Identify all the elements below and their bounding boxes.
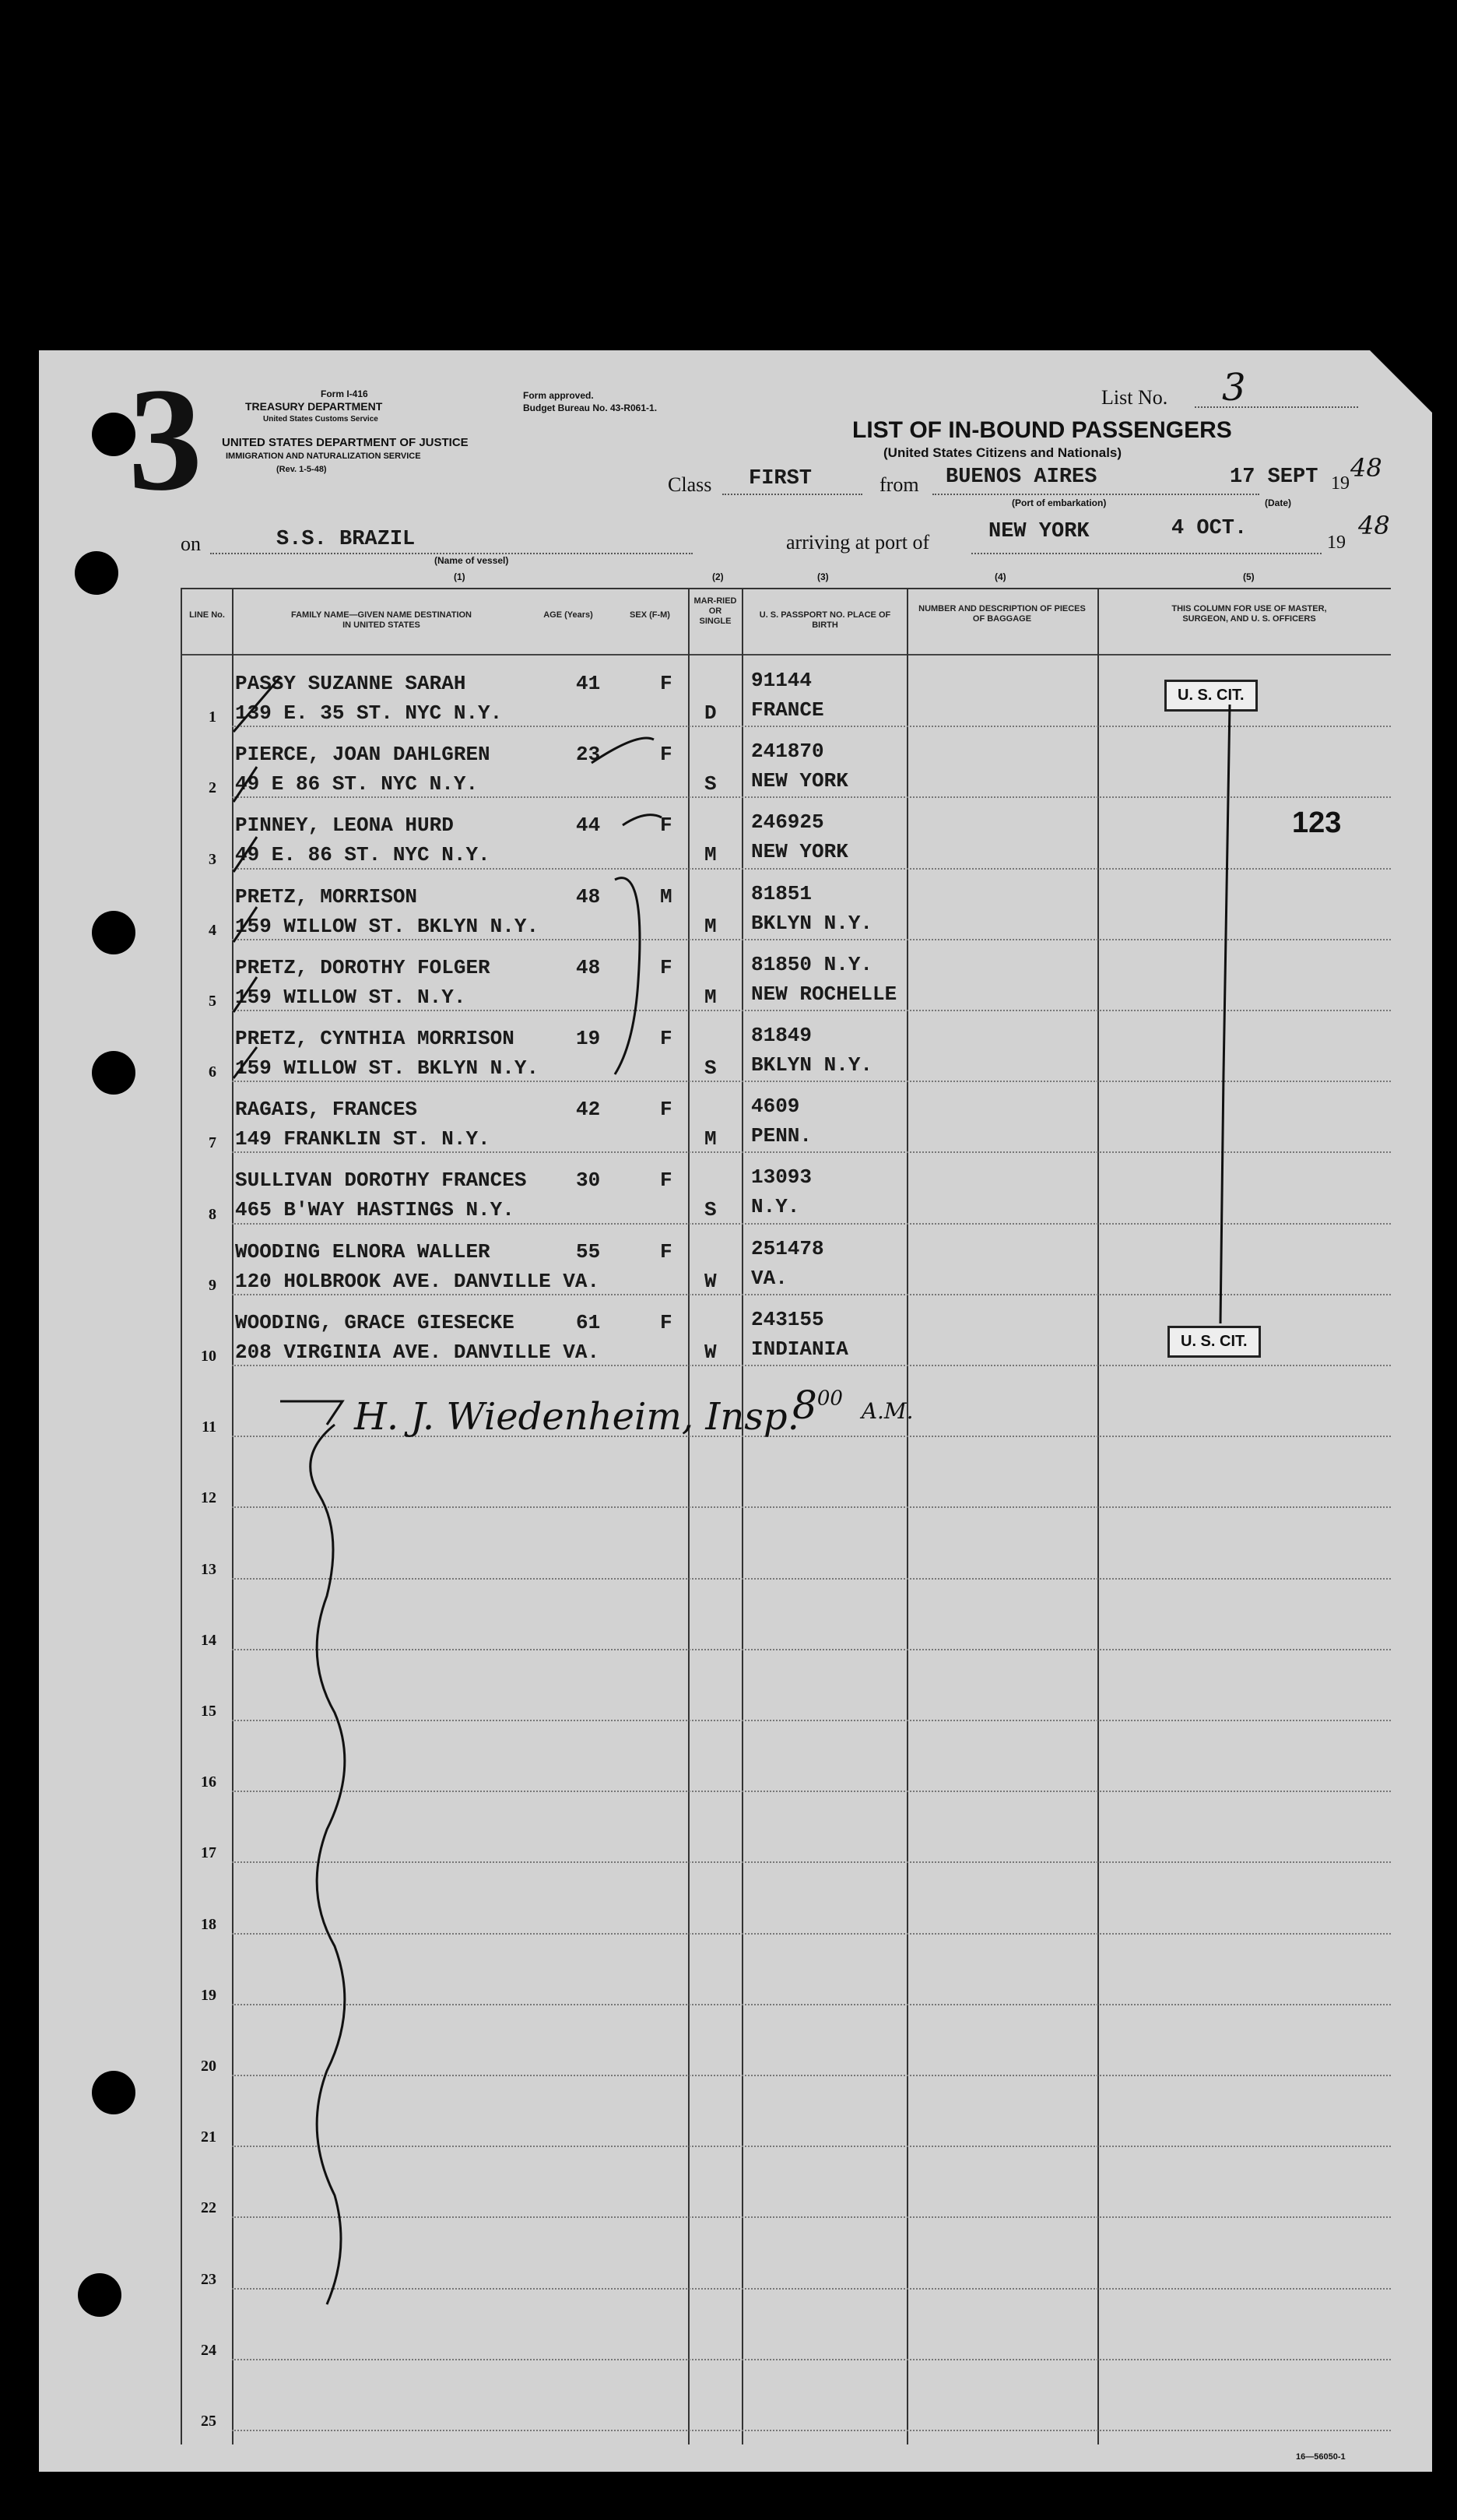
embarkation-port: BUENOS AIRES bbox=[946, 466, 1097, 489]
passenger-address: 159 WILLOW ST. N.Y. bbox=[235, 985, 466, 1009]
line-number: 16 bbox=[201, 1773, 216, 1791]
us-citizen-stamp: U. S. CIT. bbox=[1167, 1326, 1261, 1358]
passenger-age: 48 bbox=[576, 955, 601, 979]
passenger-count: 123 bbox=[1292, 807, 1342, 839]
class-value: FIRST bbox=[749, 467, 813, 490]
birthplace: FRANCE bbox=[751, 698, 824, 722]
passenger-address: 465 B'WAY HASTINGS N.Y. bbox=[235, 1198, 514, 1222]
time-minutes: 00 bbox=[816, 1387, 843, 1411]
list-no-value: 3 bbox=[1222, 366, 1246, 409]
passenger-sex: F bbox=[660, 1310, 672, 1334]
departure-date: 17 SEPT bbox=[1230, 466, 1318, 489]
inspector-signature: H. J. Wiedenheim, Insp. bbox=[354, 1395, 799, 1439]
line-number: 24 bbox=[201, 2341, 216, 2359]
line-number: 13 bbox=[201, 1560, 216, 1578]
check-mark bbox=[233, 977, 257, 1012]
header-married: MAR-RIED OR SINGLE bbox=[693, 596, 737, 626]
passenger-sex: F bbox=[660, 1027, 672, 1050]
form-approved: Form approved. bbox=[523, 390, 594, 401]
passenger-address: 159 WILLOW ST. BKLYN N.Y. bbox=[235, 914, 539, 938]
passenger-age: 55 bbox=[576, 1239, 601, 1264]
justice-dept: UNITED STATES DEPARTMENT OF JUSTICE bbox=[222, 436, 469, 449]
on-label: on bbox=[181, 532, 201, 555]
passenger-name: PRETZ, DOROTHY FOLGER bbox=[235, 955, 490, 979]
form-title: LIST OF IN-BOUND PASSENGERS bbox=[852, 417, 1232, 443]
passport-number: 81849 bbox=[751, 1024, 813, 1047]
time-hour: 8 bbox=[792, 1383, 817, 1428]
marital-status: W bbox=[704, 1269, 717, 1293]
birthplace: NEW YORK bbox=[751, 840, 848, 864]
form-subtitle: (United States Citizens and Nationals) bbox=[883, 445, 1122, 460]
line-number: 17 bbox=[201, 1844, 216, 1862]
arrival-port: NEW YORK bbox=[988, 520, 1090, 543]
passenger-age: 23 bbox=[576, 743, 601, 767]
line-number: 7 bbox=[209, 1134, 216, 1152]
passenger-address: 49 E. 86 ST. NYC N.Y. bbox=[235, 843, 490, 867]
line-number: 14 bbox=[201, 1631, 216, 1649]
line-number: 22 bbox=[201, 2199, 216, 2217]
line-number: 11 bbox=[202, 1418, 216, 1436]
wavy-line bbox=[311, 1425, 345, 2304]
passport-number: 4609 bbox=[751, 1095, 800, 1119]
col-num-5: (5) bbox=[1243, 571, 1255, 582]
passport-number: 246925 bbox=[751, 810, 824, 835]
passport-number: 241870 bbox=[751, 740, 824, 764]
header-line-no: LINE No. bbox=[189, 610, 225, 620]
col-num-1: (1) bbox=[454, 571, 465, 582]
revision-date: (Rev. 1-5-48) bbox=[276, 465, 327, 474]
birthplace: NEW YORK bbox=[751, 769, 848, 793]
passenger-name: WOODING ELNORA WALLER bbox=[235, 1239, 490, 1264]
budget-bureau: Budget Bureau No. 43-R061-1. bbox=[523, 402, 658, 413]
passenger-sex: F bbox=[660, 743, 672, 767]
departure-year-prefix: 19 bbox=[1331, 473, 1350, 494]
passport-number: 81851 bbox=[751, 881, 813, 905]
age-bracket bbox=[623, 815, 662, 825]
form-big-number: 3 bbox=[128, 358, 202, 522]
passenger-name: PIERCE, JOAN DAHLGREN bbox=[235, 743, 490, 767]
line-number: 2 bbox=[209, 779, 216, 797]
passenger-address: 208 VIRGINIA AVE. DANVILLE VA. bbox=[235, 1340, 600, 1364]
passenger-sex: F bbox=[660, 1239, 672, 1264]
check-mark bbox=[233, 907, 257, 942]
header-age: AGE (Years) bbox=[543, 610, 593, 620]
birthplace: BKLYN N.Y. bbox=[751, 1053, 873, 1077]
birthplace: N.Y. bbox=[751, 1195, 800, 1219]
passenger-address: 159 WILLOW ST. BKLYN N.Y. bbox=[235, 1056, 539, 1080]
passport-number: 243155 bbox=[751, 1307, 824, 1331]
header-sex: SEX (F-M) bbox=[630, 610, 670, 620]
us-citizen-stamp: U. S. CIT. bbox=[1164, 680, 1258, 712]
header-baggage: NUMBER AND DESCRIPTION OF PIECES OF BAGGAGE bbox=[918, 604, 1086, 624]
line-number: 20 bbox=[201, 2058, 216, 2075]
line-number: 23 bbox=[201, 2270, 216, 2288]
passenger-sex: F bbox=[660, 1169, 672, 1193]
passenger-sex: F bbox=[660, 955, 672, 979]
passenger-sex: M bbox=[660, 884, 672, 909]
passenger-age: 44 bbox=[576, 814, 601, 838]
class-label: Class bbox=[668, 473, 712, 496]
marital-status: W bbox=[704, 1340, 717, 1364]
line-number: 5 bbox=[209, 993, 216, 1010]
col-num-2: (2) bbox=[712, 571, 724, 582]
birthplace: PENN. bbox=[751, 1124, 813, 1148]
arrival-date: 4 OCT. bbox=[1171, 517, 1248, 540]
check-mark bbox=[233, 767, 257, 802]
passenger-name: PRETZ, CYNTHIA MORRISON bbox=[235, 1027, 514, 1050]
line-number: 9 bbox=[209, 1276, 216, 1294]
marital-status: S bbox=[704, 1198, 717, 1222]
line-number: 6 bbox=[209, 1063, 216, 1081]
treasury-dept: TREASURY DEPARTMENT bbox=[245, 400, 383, 413]
list-no-label: List No. bbox=[1101, 386, 1168, 409]
passenger-age: 41 bbox=[576, 672, 601, 695]
birthplace: INDIANIA bbox=[751, 1337, 848, 1361]
passenger-address: 149 FRANKLIN ST. N.Y. bbox=[235, 1127, 490, 1151]
passenger-name: SULLIVAN DOROTHY FRANCES bbox=[235, 1169, 527, 1193]
signature-hook bbox=[280, 1401, 342, 1425]
check-mark bbox=[233, 837, 257, 872]
passenger-age: 19 bbox=[576, 1027, 601, 1050]
line-number: 1 bbox=[209, 708, 216, 726]
marital-status: M bbox=[704, 843, 717, 867]
passport-number: 251478 bbox=[751, 1236, 824, 1260]
passport-number: 91144 bbox=[751, 669, 813, 692]
footer-code: 16—56050-1 bbox=[1296, 2452, 1346, 2462]
passenger-age: 42 bbox=[576, 1098, 601, 1122]
marital-status: S bbox=[704, 1056, 717, 1080]
passenger-name: PASSY SUZANNE SARAH bbox=[235, 672, 466, 695]
vessel-caption: (Name of vessel) bbox=[434, 555, 509, 566]
col-num-3: (3) bbox=[817, 571, 829, 582]
line-number: 19 bbox=[201, 1986, 216, 2004]
vessel-name: S.S. BRAZIL bbox=[276, 528, 416, 551]
form-number: Form I-416 bbox=[321, 388, 368, 399]
line-number: 25 bbox=[201, 2413, 216, 2430]
departure-year: 48 bbox=[1350, 453, 1382, 483]
passenger-age: 48 bbox=[576, 884, 601, 909]
from-label: from bbox=[879, 473, 919, 496]
check-mark bbox=[233, 677, 280, 732]
line-number: 3 bbox=[209, 850, 216, 868]
arriving-label: arriving at port of bbox=[786, 531, 930, 554]
officer-connector bbox=[1220, 705, 1230, 1323]
ins-service: IMMIGRATION AND NATURALIZATION SERVICE bbox=[226, 452, 421, 461]
arrival-year-prefix: 19 bbox=[1327, 532, 1346, 553]
passenger-address: 139 E. 35 ST. NYC N.Y. bbox=[235, 701, 503, 725]
header-passport: U. S. PASSPORT NO. PLACE OF BIRTH bbox=[759, 610, 891, 630]
embarkation-caption: (Port of embarkation) bbox=[1012, 497, 1107, 508]
line-number: 8 bbox=[209, 1205, 216, 1223]
marital-status: M bbox=[704, 1127, 717, 1151]
passport-number: 13093 bbox=[751, 1165, 813, 1190]
marital-status: M bbox=[704, 985, 717, 1009]
birthplace: BKLYN N.Y. bbox=[751, 911, 873, 935]
passenger-name: RAGAIS, FRANCES bbox=[235, 1098, 418, 1122]
arrival-year: 48 bbox=[1358, 511, 1390, 540]
date-caption: (Date) bbox=[1265, 497, 1292, 508]
passenger-sex: F bbox=[660, 672, 672, 695]
passenger-age: 61 bbox=[576, 1310, 601, 1334]
time-suffix: A.M. bbox=[861, 1398, 914, 1424]
customs-service: United States Customs Service bbox=[263, 415, 378, 424]
passenger-name: PRETZ, MORRISON bbox=[235, 884, 418, 909]
header-name: FAMILY NAME—GIVEN NAME DESTINATION IN UNITED STATES bbox=[290, 610, 472, 630]
passenger-sex: F bbox=[660, 1098, 672, 1122]
passenger-name: PINNEY, LEONA HURD bbox=[235, 814, 454, 838]
header-officers: THIS COLUMN FOR USE OF MASTER, SURGEON, AND U. S. OFFICERS bbox=[1171, 604, 1327, 624]
line-number: 15 bbox=[201, 1703, 216, 1720]
line-number: 10 bbox=[201, 1348, 216, 1365]
line-number: 21 bbox=[201, 2128, 216, 2146]
passenger-address: 120 HOLBROOK AVE. DANVILLE VA. bbox=[235, 1269, 600, 1293]
marital-status: D bbox=[704, 701, 717, 725]
marital-status: M bbox=[704, 914, 717, 938]
passenger-age: 30 bbox=[576, 1169, 601, 1193]
passenger-name: WOODING, GRACE GIESECKE bbox=[235, 1310, 514, 1334]
marital-status: S bbox=[704, 772, 717, 796]
line-number: 4 bbox=[209, 921, 216, 939]
line-number: 18 bbox=[201, 1915, 216, 1933]
age-bracket bbox=[615, 878, 640, 1074]
line-number: 12 bbox=[201, 1489, 216, 1507]
passenger-address: 49 E 86 ST. NYC N.Y. bbox=[235, 772, 479, 796]
check-mark bbox=[233, 1047, 257, 1078]
passenger-sex: F bbox=[660, 814, 672, 838]
age-bracket bbox=[592, 738, 654, 763]
birthplace: NEW ROCHELLE bbox=[751, 982, 897, 1006]
passport-number: 81850 N.Y. bbox=[751, 952, 873, 976]
col-num-4: (4) bbox=[995, 571, 1006, 582]
birthplace: VA. bbox=[751, 1266, 788, 1290]
